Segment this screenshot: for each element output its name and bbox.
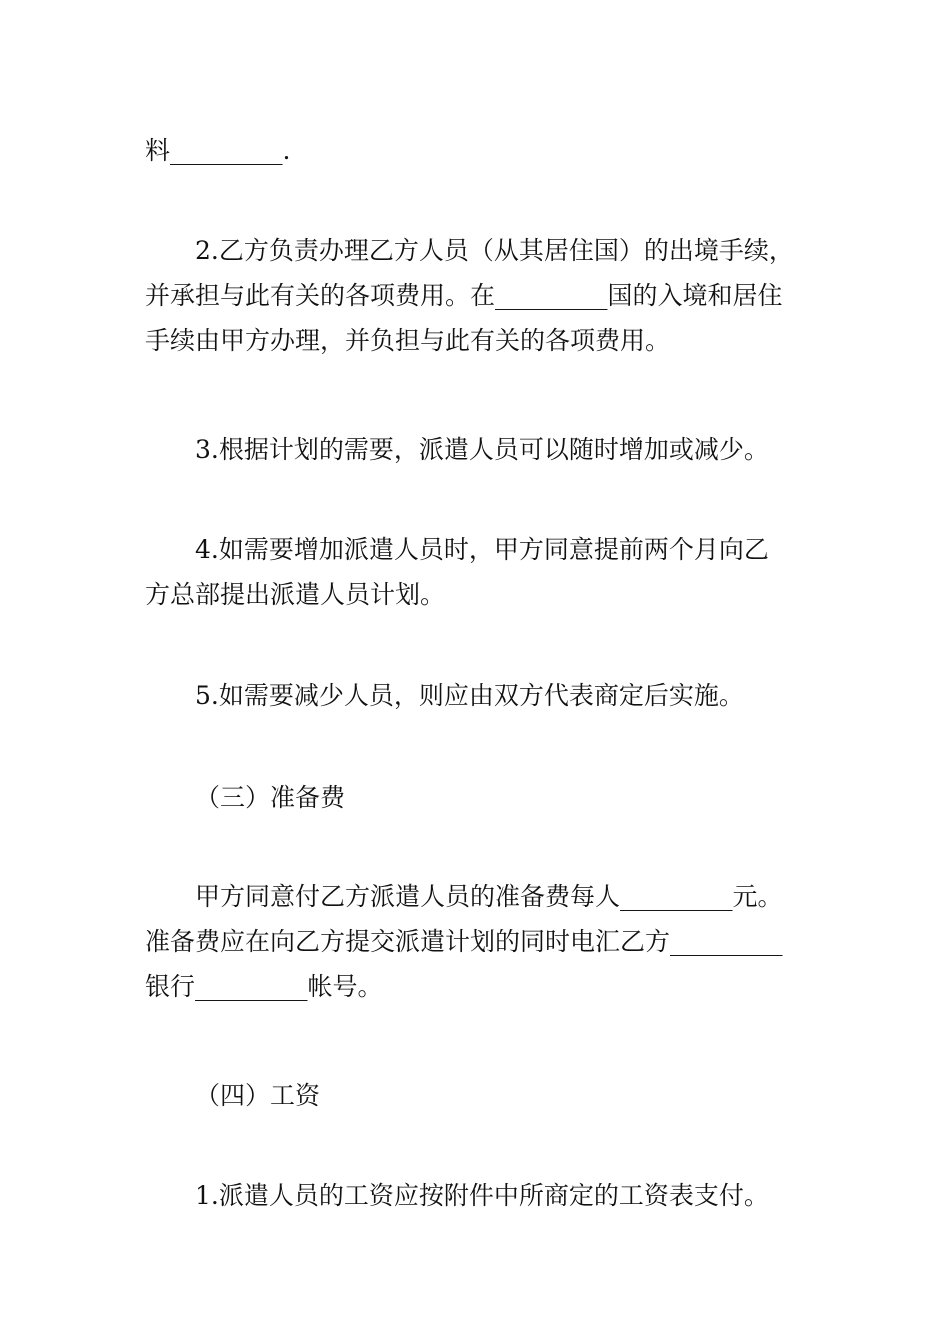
- text-line: 4.如需要增加派遣人员时，甲方同意提前两个月向乙: [195, 535, 769, 564]
- text-line: 5.如需要减少人员，则应由双方代表商定后实施。: [195, 681, 744, 710]
- paragraph-materials-tail: [145, 128, 815, 173]
- paragraph-item-2: [145, 228, 815, 363]
- text-line: 3.根据计划的需要，派遣人员可以随时增加或减少。: [195, 435, 769, 464]
- text-line: 方总部提出派遣人员计划。: [145, 580, 446, 609]
- text-line: 准备费应在向乙方提交派遣计划的同时电汇乙方_________: [145, 927, 783, 956]
- text-line: 料_________.: [145, 136, 291, 165]
- paragraph-preparation-fee: [145, 874, 815, 1009]
- text-line: 银行_________帐号。: [145, 972, 383, 1001]
- section-heading-preparation-fee: [145, 775, 815, 820]
- paragraph-salary-item-1: [145, 1173, 815, 1218]
- paragraph-item-5: [145, 673, 815, 718]
- paragraph-item-3: [145, 427, 815, 472]
- heading-text: （四）工资: [195, 1081, 321, 1110]
- text-line: 1.派遣人员的工资应按附件中所商定的工资表支付。: [195, 1181, 769, 1210]
- heading-text: （三）准备费: [195, 783, 346, 812]
- paragraph-item-4: [145, 527, 815, 617]
- text-line: 手续由甲方办理，并负担与此有关的各项费用。: [145, 326, 671, 355]
- text-line: 并承担与此有关的各项费用。在_________国的入境和居住: [145, 281, 783, 310]
- text-line: 2.乙方负责办理乙方人员（从其居住国）的出境手续，: [195, 236, 794, 265]
- section-heading-salary: [145, 1073, 815, 1118]
- text-line: 甲方同意付乙方派遣人员的准备费每人_________元。: [195, 882, 783, 911]
